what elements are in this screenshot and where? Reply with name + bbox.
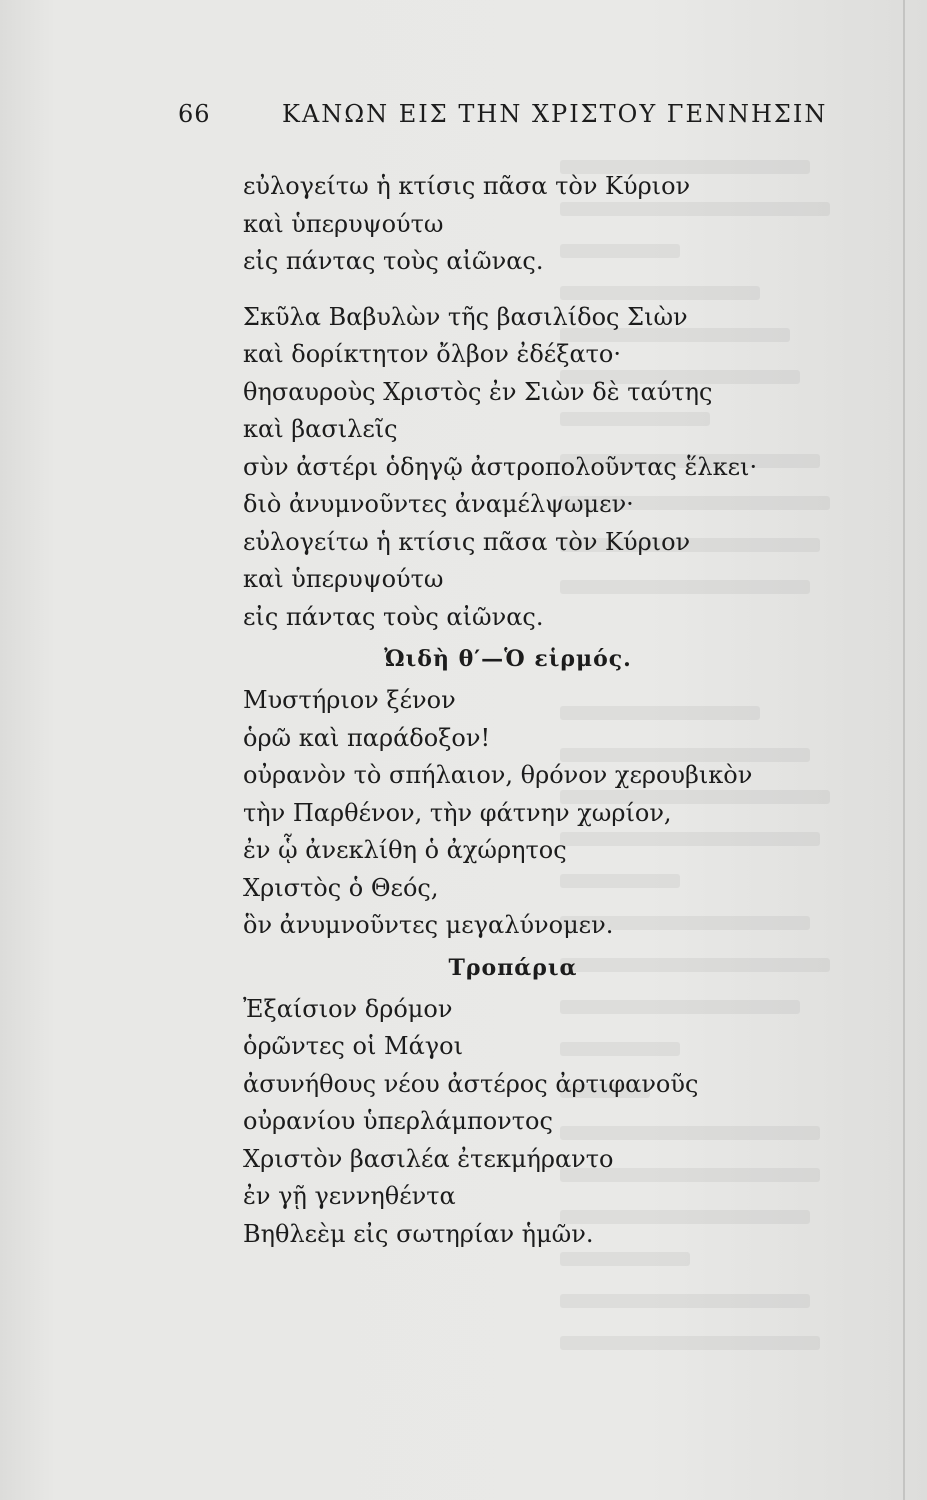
stanza-heirmos (243, 682, 803, 945)
verse-line: εἰς πάντας τοὺς αἰῶνας. (243, 602, 544, 631)
verse-line: ὃν ἀνυμνοῦντες μεγαλύνομεν. (243, 911, 614, 939)
poem-text (243, 168, 803, 1253)
verse-line: οὐρανίου ὑπερλάμποντος (243, 1107, 553, 1135)
verse-line: καὶ ὑπερυψούτω (243, 209, 444, 238)
verse-line: καὶ δορίκτητον ὄλβον ἐδέξατο· (243, 340, 622, 368)
verse-line: καὶ ὑπερυψούτω (243, 565, 444, 593)
page-number: 66 (178, 100, 211, 128)
stanza-refrain (243, 168, 803, 281)
stanza-troparion (243, 299, 803, 637)
verse-line: ἐν ᾧ ἀνεκλίθη ὁ ἀχώρητος (243, 836, 567, 864)
page-edge-shadow (903, 0, 905, 1500)
page-header (178, 100, 828, 140)
verse-line: ἀσυνήθους νέου ἀστέρος ἀρτιφανοῦς (243, 1069, 699, 1098)
verse-line: ὁρῶ καὶ παράδοξον! (243, 723, 491, 752)
verse-line: εὐλογείτω ἡ κτίσις πᾶσα τὸν Κύριον (243, 527, 691, 556)
verse-line: Βηθλεὲμ εἰς σωτηρίαν ἡμῶν. (243, 1219, 594, 1248)
verse-line: διὸ ἀνυμνοῦντες ἀναμέλψωμεν· (243, 490, 634, 518)
verse-line: σὺν ἀστέρι ὁδηγῷ ἀστροπολοῦντας ἕλκει· (243, 452, 758, 481)
verse-line: εἰς πάντας τοὺς αἰῶνας. (243, 247, 544, 275)
ode-heading: Ὠιδὴ θ′—Ὁ εἱρμός. (384, 646, 632, 672)
verse-line: εὐλογείτω ἡ κτίσις πᾶσα τὸν Κύριον (243, 172, 691, 200)
verse-line: Ἐξαίσιον δρόμον (243, 994, 453, 1023)
verse-line: Σκῦλα Βαβυλὼν τῆς βασιλίδος Σιὼν (243, 302, 688, 331)
verse-line: θησαυροὺς Χριστὸς ἐν Σιὼν δὲ ταύτης (243, 377, 713, 406)
verse-line: ἐν γῇ γεννηθέντα (243, 1182, 456, 1210)
verse-line: τὴν Παρθένον, τὴν φάτνην χωρίον, (243, 798, 672, 827)
verse-line: καὶ βασιλεῖς (243, 415, 398, 443)
stanza-troparia (243, 991, 803, 1254)
verse-line: Μυστήριον ξένον (243, 686, 456, 714)
verse-line: ὁρῶντες οἱ Μάγοι (243, 1032, 463, 1060)
verse-line: οὐρανὸν τὸ σπήλαιον, θρόνον χερουβικὸν (243, 761, 753, 789)
verse-line: Χριστὸν βασιλέα ἐτεκμήραντο (243, 1144, 614, 1173)
verse-line: Χριστὸς ὁ Θεός, (243, 873, 439, 902)
running-title: ΚΑΝΩΝ ΕΙΣ ΤΗΝ ΧΡΙΣΤΟΥ ΓΕΝΝΗΣΙΝ (282, 100, 828, 128)
troparia-heading: Τροπάρια (448, 954, 578, 981)
